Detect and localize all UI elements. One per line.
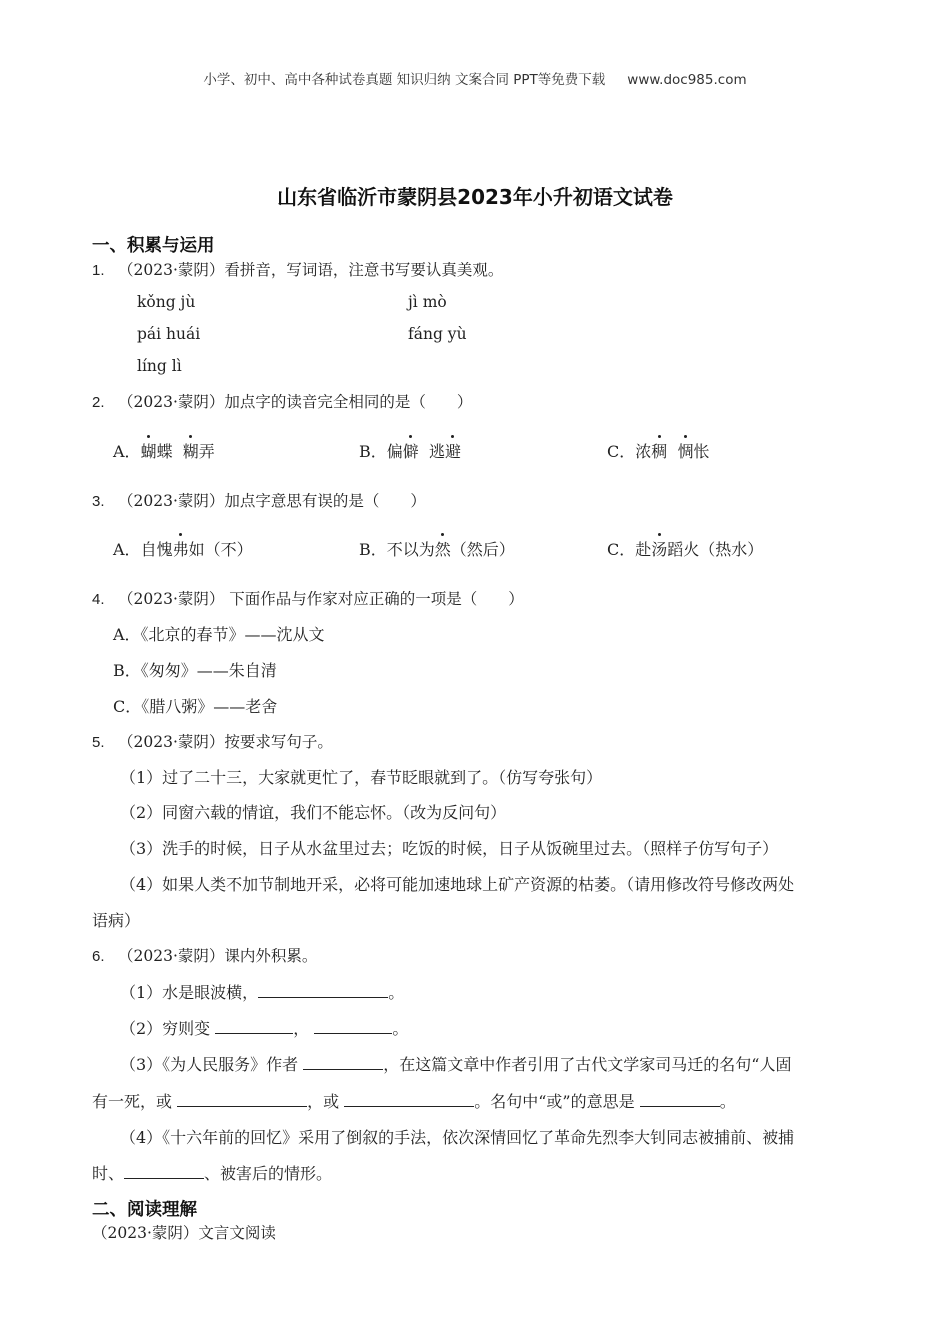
q5-item-4: （4）如果人类不加节制地开采，必将可能加速地球上矿产资源的枯萎。（请用修改符号修改两处 — [120, 875, 795, 894]
pinyin-3: pái huái — [137, 325, 201, 343]
q6-item-4-continued: 时、 、被害后的情形。 — [92, 1164, 333, 1183]
question-number: 5. — [92, 734, 105, 751]
q4-option-c: C．《腊八粥》——老舍 — [113, 697, 278, 716]
question-stem: （2023·蒙阴）加点字的读音完全相同的是（ ） — [118, 393, 473, 411]
document-title: 山东省临沂市蒙阴县2023年小升初语文试卷 — [277, 185, 673, 209]
dotted-char: 然 — [435, 537, 451, 560]
header-text: 小学、初中、高中各种试卷真题 知识归纳 文案合同 PPT等免费下载 — [203, 72, 606, 88]
question-number: 1. — [92, 262, 105, 279]
answer-blank[interactable] — [215, 1019, 293, 1034]
q6-item-1: （1）水是眼波横， 。 — [120, 983, 405, 1002]
question-3 — [92, 489, 426, 511]
q3-option-a: A．自愧弗如（不） — [113, 537, 253, 560]
answer-blank[interactable] — [124, 1164, 204, 1179]
pinyin-5: líng lì — [137, 357, 182, 375]
section-heading-2: 二、阅读理解 — [92, 1200, 197, 1220]
q2-option-a: A．蝴蝶 糊弄 — [113, 439, 215, 462]
question-stem: （2023·蒙阴）看拼音，写词语，注意书写要认真美观。 — [118, 261, 504, 279]
question-stem: （2023·蒙阴）按要求写句子。 — [118, 733, 333, 751]
q6-item-4: （4）《十六年前的回忆》采用了倒叙的手法，依次深情回忆了革命先烈李大钊同志被捕前、被捕 — [120, 1128, 795, 1147]
q3-option-b: B．不以为然（然后） — [359, 537, 515, 560]
page-header — [0, 68, 950, 88]
question-stem: （2023·蒙阴） 下面作品与作家对应正确的一项是（ ） — [118, 590, 524, 608]
answer-blank[interactable] — [344, 1092, 474, 1107]
dotted-char: 避 — [445, 439, 461, 462]
question-stem: （2023·蒙阴）加点字意思有误的是（ ） — [118, 492, 426, 510]
q2-option-c: C．浓稠 惆怅 — [607, 439, 709, 462]
dotted-char: 弗 — [173, 537, 189, 560]
question-number: 2. — [92, 394, 105, 411]
dotted-char: 蝴 — [141, 439, 157, 462]
answer-blank[interactable] — [177, 1092, 307, 1107]
dotted-char: 稠 — [651, 439, 667, 462]
dotted-char: 惆 — [677, 439, 693, 462]
dotted-char: 汤 — [651, 537, 667, 560]
answer-blank[interactable] — [258, 983, 388, 998]
question-6 — [92, 944, 317, 966]
question-number: 6. — [92, 948, 105, 965]
question-number: 3. — [92, 493, 105, 510]
question-5 — [92, 730, 333, 752]
q4-option-a: A．《北京的春节》——沈从文 — [113, 625, 325, 644]
section-heading-1: 一、积累与运用 — [92, 236, 215, 256]
question-1 — [92, 258, 503, 280]
question-number: 4. — [92, 591, 105, 608]
answer-blank[interactable] — [640, 1092, 720, 1107]
question-4 — [92, 587, 524, 609]
q6-item-2: （2）穷则变 ， 。 — [120, 1019, 409, 1038]
q5-item-4-continued: 语病） — [92, 911, 141, 930]
q2-option-b: B．偏僻 逃避 — [359, 439, 461, 462]
pinyin-1: kǒng jù — [137, 293, 196, 311]
answer-blank[interactable] — [303, 1055, 383, 1070]
pinyin-2: jì mò — [408, 293, 447, 311]
q6-item-3: （3）《为人民服务》作者 ，在这篇文章中作者引用了古代文学家司马迁的名句“人固 — [120, 1055, 792, 1074]
q5-item-3: （3）洗手的时候，日子从水盆里过去；吃饭的时候，日子从饭碗里过去。（照样子仿写句子） — [120, 839, 779, 858]
q5-item-1: （1）过了二十三，大家就更忙了，春节眨眼就到了。（仿写夸张句） — [120, 768, 603, 787]
pinyin-4: fáng yù — [408, 325, 467, 343]
q5-item-2: （2）同窗六载的情谊，我们不能忘怀。（改为反问句） — [120, 803, 507, 822]
question-2 — [92, 390, 472, 412]
header-site: www.doc985.com — [627, 72, 747, 88]
question-stem: （2023·蒙阴）课内外积累。 — [118, 947, 318, 965]
section-2-note: （2023·蒙阴）文言文阅读 — [92, 1224, 276, 1242]
dotted-char: 僻 — [403, 439, 419, 462]
dotted-char: 糊 — [183, 439, 199, 462]
q4-option-b: B．《匆匆》——朱自清 — [113, 661, 277, 680]
q3-option-c: C．赴汤蹈火（热水） — [607, 537, 763, 560]
q6-item-3-continued: 有一死，或 ，或 。名句中“或”的意思是 。 — [92, 1092, 736, 1111]
answer-blank[interactable] — [314, 1019, 392, 1034]
